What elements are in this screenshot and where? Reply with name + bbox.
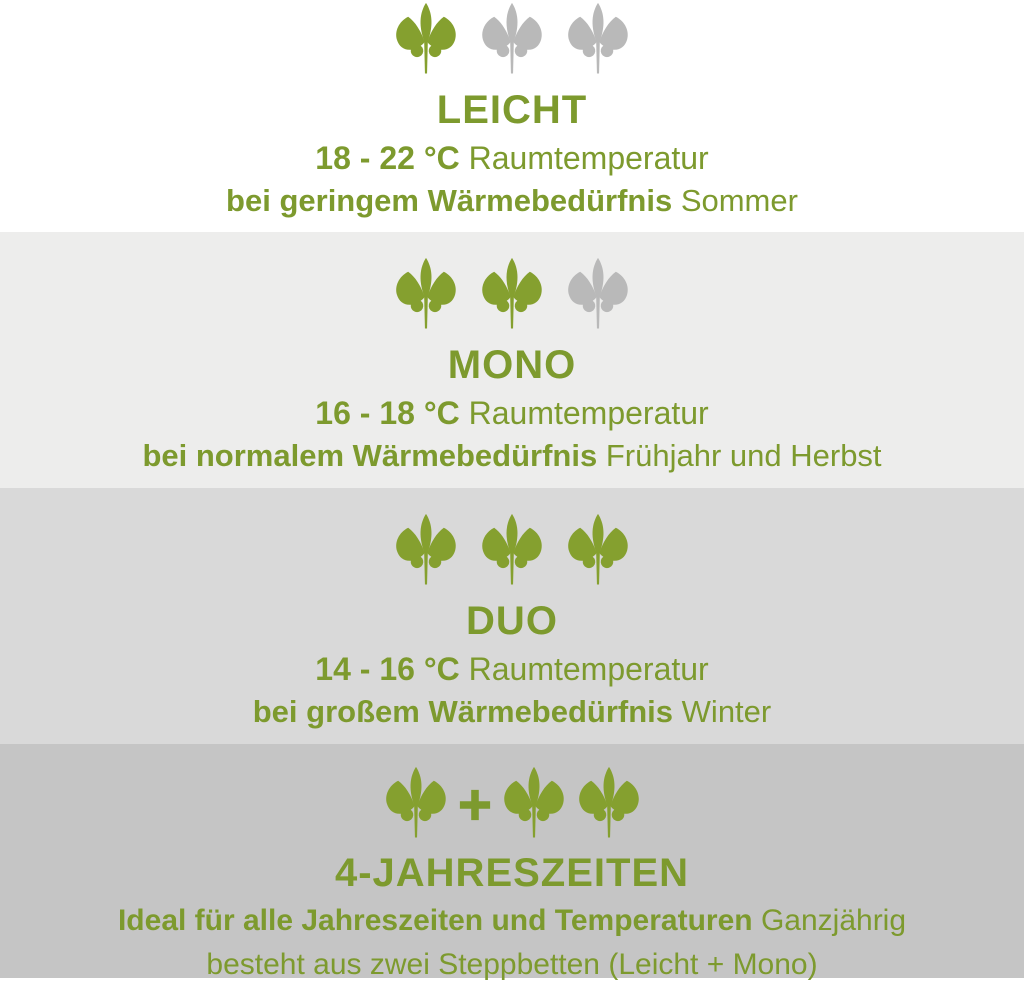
leaf-icon-green [565, 513, 631, 586]
season-label: Sommer [680, 182, 798, 218]
temperature-range: 18 - 22 °C [315, 140, 460, 176]
warmth-section-duo [0, 488, 1024, 744]
leaf-icon-green [479, 257, 545, 330]
temperature-line [315, 395, 708, 432]
ideal-text: Ideal für alle Jahreszeiten und Temperaturen [117, 904, 753, 937]
warmth-section-4-jahreszeiten [0, 744, 1024, 981]
warmth-section-leicht [0, 0, 1024, 232]
warmth-section-mono [0, 232, 1024, 488]
ideal-line [118, 904, 906, 939]
temperature-line [315, 651, 708, 688]
need-line [142, 438, 881, 474]
warmth-rating-leaves [393, 513, 631, 587]
temperature-label: Raumtemperatur [468, 395, 709, 431]
plus-icon [458, 788, 492, 822]
season-label: Frühjahr und Herbst [605, 437, 882, 473]
leaf-icon-gray [565, 257, 631, 330]
temperature-label: Raumtemperatur [468, 651, 709, 687]
section-title: LEICHT [436, 88, 588, 132]
temperature-label: Raumtemperatur [468, 140, 709, 176]
warmth-rating-leaves [393, 257, 631, 331]
need-line [226, 183, 798, 219]
leaf-icon-gray [565, 2, 631, 75]
warmth-need: bei geringem Wärmebedürfnis [226, 182, 673, 218]
composition-text: besteht aus zwei Steppbetten (Leicht + Mono) [206, 947, 818, 981]
leaf-icon-green [479, 513, 545, 586]
warmth-rating-leaves [383, 766, 642, 839]
leaf-icon-green [576, 766, 642, 839]
temperature-range: 14 - 16 °C [315, 651, 460, 687]
leaf-icon-green [393, 2, 459, 75]
section-title: 4-JAHRESZEITEN [334, 851, 690, 895]
warmth-need: bei normalem Wärmebedürfnis [142, 437, 598, 473]
warmth-need: bei großem Wärmebedürfnis [252, 693, 674, 729]
leaf-icon-green [393, 257, 459, 330]
leaf-icon-green [501, 766, 567, 839]
leaf-icon-green [383, 766, 449, 839]
warmth-rating-leaves [393, 2, 631, 76]
leaf-icon-green [393, 513, 459, 586]
temperature-range: 16 - 18 °C [315, 395, 460, 431]
composition-line [206, 948, 817, 981]
leaf-icon-gray [479, 2, 545, 75]
temperature-line [315, 140, 708, 177]
season-label: Ganzjährig [760, 904, 907, 937]
section-title: MONO [447, 343, 577, 387]
section-title: DUO [466, 599, 558, 643]
need-line [253, 694, 772, 730]
season-label: Winter [681, 693, 772, 729]
